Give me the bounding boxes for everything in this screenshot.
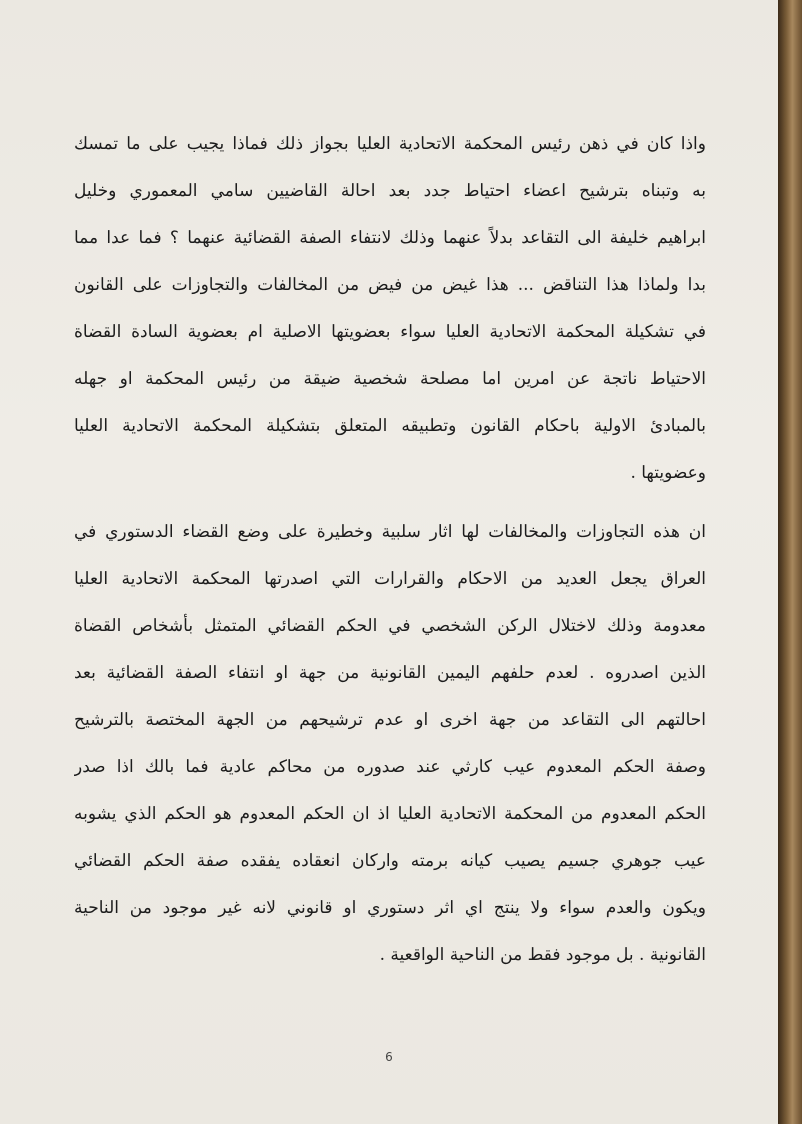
paragraph-1: [74, 121, 706, 497]
text-line: في تشكيلة المحكمة الاتحادية العليا سواء بعضويتها الاصلية ام بعضوية السادة القضاة: [74, 322, 706, 342]
text-line: عيب جوهري جسيم يصيب كيانه برمته واركان انعقاده يفقده صفة الحكم القضائي: [74, 851, 706, 871]
text-line: احالتهم الى التقاعد من جهة اخرى او عدم ترشيحهم من الجهة المختصة بالترشيح: [74, 710, 706, 730]
text-line: ابراهيم خليفة الى التقاعد بدلاً عنهما وذلك لانتفاء الصفة القضائية عنهما ؟ فما عدا مما: [74, 228, 706, 248]
text-line: بدا ولماذا هذا التناقض ... هذا غيض من فيض من المخالفات والتجاوزات على القانون: [74, 275, 706, 295]
text-line: بالمبادئ الاولية باحكام القانون وتطبيقه المتعلق بتشكيلة المحكمة الاتحادية العليا: [74, 416, 706, 436]
text-line: القانونية . بل موجود فقط من الناحية الواقعية .: [379, 945, 706, 965]
text-line: الحكم المعدوم من المحكمة الاتحادية العليا اذ ان الحكم المعدوم هو الحكم الذي يشوبه: [74, 804, 706, 824]
text-line: الذين اصدروه . لعدم حلفهم اليمين القانونية من جهة او انتفاء الصفة القضائية بعد: [74, 663, 706, 683]
text-line: به وتبناه بترشيح اعضاء احتياط جدد بعد احالة القاضيين سامي المعموري وخليل: [74, 181, 706, 201]
text-line: واذا كان في ذهن رئيس المحكمة الاتحادية العليا بجواز ذلك فماذا يجيب على ما تمسك: [74, 134, 706, 154]
page-number: 6: [385, 1050, 393, 1064]
text-line: ويكون والعدم سواء ولا ينتج اي اثر دستوري او قانوني لانه غير موجود من الناحية: [74, 898, 706, 918]
text-line: وصفة الحكم المعدوم عيب كارثي عند صدوره من محاكم عادية فما بالك اذا صدر: [74, 757, 706, 777]
text-line: الاحتياط ناتجة عن امرين اما مصلحة شخصية ضيقة من رئيس المحكمة او جهله: [74, 369, 706, 389]
text-line: معدومة وذلك لاختلال الركن الشخصي في الحكم القضائي المتمثل بأشخاص القضاة: [74, 616, 706, 636]
text-line: ان هذه التجاوزات والمخالفات لها اثار سلبية وخطيرة على وضع القضاء الدستوري في: [74, 522, 706, 542]
text-line: وعضويتها .: [630, 463, 706, 483]
book-spine-edge: [778, 0, 802, 1124]
paragraph-2: [74, 509, 706, 979]
text-line: العراق يجعل العديد من الاحكام والقرارات التي اصدرتها المحكمة الاتحادية العليا: [74, 569, 706, 589]
